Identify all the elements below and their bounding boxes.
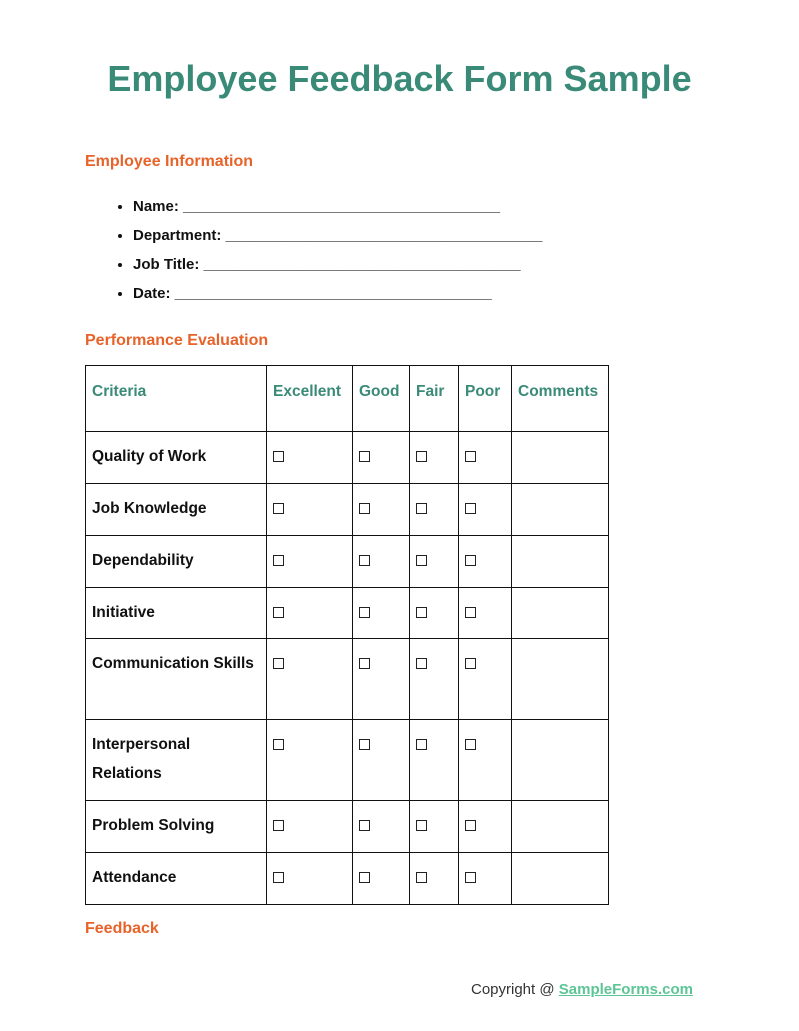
excellent-cell bbox=[267, 588, 353, 639]
table-header-row bbox=[86, 366, 609, 432]
excellent-cell bbox=[267, 484, 353, 536]
checkbox-excellent[interactable] bbox=[273, 451, 284, 462]
criteria-cell: Problem Solving bbox=[86, 801, 267, 853]
header-comments: Comments bbox=[512, 366, 609, 432]
criteria-cell: Interpersonal Relations bbox=[86, 720, 267, 801]
good-cell bbox=[353, 536, 410, 588]
checkbox-good[interactable] bbox=[359, 607, 370, 618]
poor-cell bbox=[459, 432, 512, 484]
excellent-cell bbox=[267, 801, 353, 853]
checkbox-excellent[interactable] bbox=[273, 555, 284, 566]
page-title: Employee Feedback Form Sample bbox=[107, 58, 692, 99]
field-name[interactable]: • Name: ______________________________________ bbox=[133, 196, 543, 225]
good-cell bbox=[353, 588, 410, 639]
field-job-title[interactable]: • Job Title: ______________________________________ bbox=[133, 254, 543, 283]
checkbox-good[interactable] bbox=[359, 503, 370, 514]
excellent-cell bbox=[267, 720, 353, 801]
poor-cell bbox=[459, 853, 512, 905]
checkbox-poor[interactable] bbox=[465, 503, 476, 514]
comments-cell[interactable] bbox=[512, 536, 609, 588]
fair-cell bbox=[410, 484, 459, 536]
checkbox-poor[interactable] bbox=[465, 607, 476, 618]
good-cell bbox=[353, 853, 410, 905]
checkbox-poor[interactable] bbox=[465, 872, 476, 883]
field-department[interactable]: • Department: ______________________________________ bbox=[133, 225, 543, 254]
checkbox-fair[interactable] bbox=[416, 503, 427, 514]
checkbox-fair[interactable] bbox=[416, 607, 427, 618]
checkbox-fair[interactable] bbox=[416, 739, 427, 750]
table-row bbox=[86, 853, 609, 905]
checkbox-fair[interactable] bbox=[416, 451, 427, 462]
criteria-cell: Initiative bbox=[86, 588, 267, 639]
table-row bbox=[86, 639, 609, 720]
poor-cell bbox=[459, 639, 512, 720]
table-row bbox=[86, 484, 609, 536]
excellent-cell bbox=[267, 432, 353, 484]
fair-cell bbox=[410, 720, 459, 801]
fair-cell bbox=[410, 432, 459, 484]
evaluation-table bbox=[85, 365, 609, 905]
criteria-cell: Communication Skills bbox=[86, 639, 267, 720]
comments-cell[interactable] bbox=[512, 720, 609, 801]
employee-info-list bbox=[85, 196, 543, 312]
checkbox-poor[interactable] bbox=[465, 820, 476, 831]
table-row bbox=[86, 801, 609, 853]
checkbox-good[interactable] bbox=[359, 820, 370, 831]
comments-cell[interactable] bbox=[512, 484, 609, 536]
comments-cell[interactable] bbox=[512, 639, 609, 720]
fair-cell bbox=[410, 639, 459, 720]
checkbox-fair[interactable] bbox=[416, 820, 427, 831]
section-feedback: Feedback bbox=[85, 920, 159, 937]
copyright bbox=[471, 981, 693, 998]
checkbox-excellent[interactable] bbox=[273, 820, 284, 831]
good-cell bbox=[353, 801, 410, 853]
fair-cell bbox=[410, 536, 459, 588]
checkbox-excellent[interactable] bbox=[273, 607, 284, 618]
good-cell bbox=[353, 720, 410, 801]
header-fair: Fair bbox=[410, 366, 459, 432]
good-cell bbox=[353, 639, 410, 720]
criteria-cell: Job Knowledge bbox=[86, 484, 267, 536]
checkbox-excellent[interactable] bbox=[273, 503, 284, 514]
good-cell bbox=[353, 484, 410, 536]
checkbox-excellent[interactable] bbox=[273, 872, 284, 883]
poor-cell bbox=[459, 801, 512, 853]
checkbox-excellent[interactable] bbox=[273, 739, 284, 750]
checkbox-fair[interactable] bbox=[416, 555, 427, 566]
fair-cell bbox=[410, 853, 459, 905]
poor-cell bbox=[459, 720, 512, 801]
header-excellent: Excellent bbox=[267, 366, 353, 432]
fair-cell bbox=[410, 588, 459, 639]
poor-cell bbox=[459, 484, 512, 536]
comments-cell[interactable] bbox=[512, 432, 609, 484]
comments-cell[interactable] bbox=[512, 588, 609, 639]
comments-cell[interactable] bbox=[512, 853, 609, 905]
checkbox-good[interactable] bbox=[359, 739, 370, 750]
excellent-cell bbox=[267, 536, 353, 588]
checkbox-good[interactable] bbox=[359, 658, 370, 669]
checkbox-poor[interactable] bbox=[465, 451, 476, 462]
poor-cell bbox=[459, 536, 512, 588]
table-row bbox=[86, 588, 609, 639]
section-performance-evaluation: Performance Evaluation bbox=[85, 332, 269, 349]
section-employee-information: Employee Information bbox=[85, 153, 254, 170]
copyright-text: Copyright @ bbox=[471, 981, 559, 998]
checkbox-fair[interactable] bbox=[416, 872, 427, 883]
criteria-cell: Attendance bbox=[86, 853, 267, 905]
checkbox-fair[interactable] bbox=[416, 658, 427, 669]
excellent-cell bbox=[267, 853, 353, 905]
checkbox-poor[interactable] bbox=[465, 739, 476, 750]
checkbox-good[interactable] bbox=[359, 451, 370, 462]
header-poor: Poor bbox=[459, 366, 512, 432]
table-row bbox=[86, 720, 609, 801]
field-date[interactable]: • Date: ______________________________________ bbox=[133, 283, 543, 312]
table-row bbox=[86, 536, 609, 588]
fair-cell bbox=[410, 801, 459, 853]
excellent-cell bbox=[267, 639, 353, 720]
sampleforms-link[interactable]: SampleForms.com bbox=[558, 981, 693, 998]
criteria-cell: Quality of Work bbox=[86, 432, 267, 484]
checkbox-poor[interactable] bbox=[465, 658, 476, 669]
good-cell bbox=[353, 432, 410, 484]
poor-cell bbox=[459, 588, 512, 639]
checkbox-good[interactable] bbox=[359, 872, 370, 883]
table-row bbox=[86, 432, 609, 484]
checkbox-poor[interactable] bbox=[465, 555, 476, 566]
checkbox-excellent[interactable] bbox=[273, 658, 284, 669]
comments-cell[interactable] bbox=[512, 801, 609, 853]
header-criteria: Criteria bbox=[86, 366, 267, 432]
criteria-cell: Dependability bbox=[86, 536, 267, 588]
checkbox-good[interactable] bbox=[359, 555, 370, 566]
header-good: Good bbox=[353, 366, 410, 432]
